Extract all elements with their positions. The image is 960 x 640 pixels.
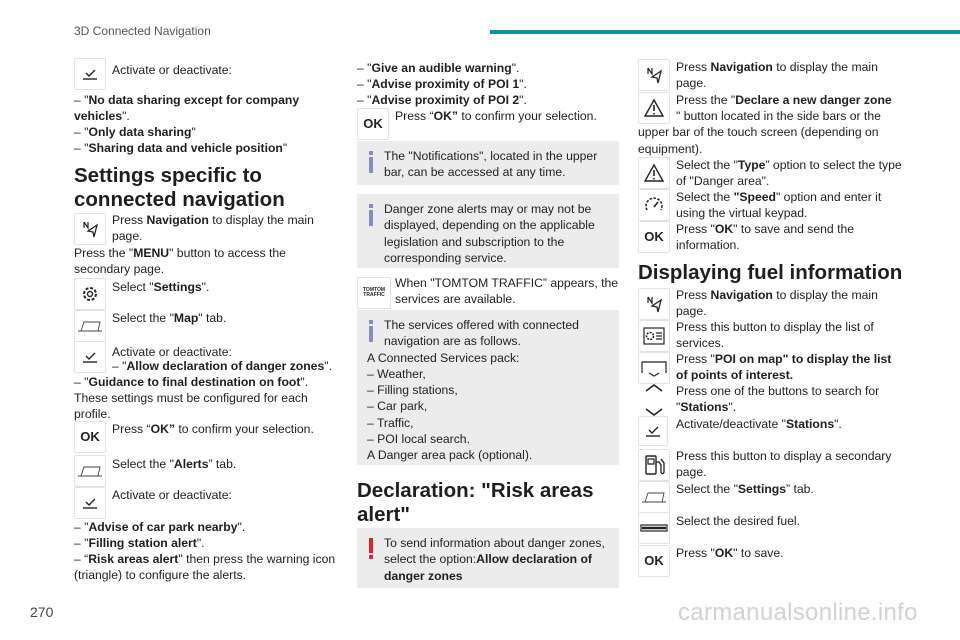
select-fuel-text: Select the desired fuel. <box>676 514 800 528</box>
speedometer-icon <box>638 189 670 221</box>
poi-on-map-text: Press "POI on map" to display the list of points of interest. <box>676 352 892 383</box>
checkbox-icon <box>74 487 106 519</box>
select-settings-tab-text: Select the "Settings” tab. <box>676 482 814 496</box>
warning-note: To send information about danger zones, select the option:Allow declaration of danger zones <box>357 528 619 588</box>
warning-icon-dot <box>369 555 373 559</box>
option-only-data-sharing: – "Only data sharing" <box>74 125 196 139</box>
fuel-list-icon <box>638 512 670 544</box>
header-accent-bar <box>490 30 960 34</box>
navigation-icon <box>638 288 670 320</box>
info-note-danger-zones: Danger zone alerts may or may not be displayed, depending on the applicable legislation and subscription to the corresponding service. <box>357 194 619 268</box>
activate-text: Activate or deactivate: <box>112 488 232 502</box>
press-navigation-text: Press Navigation to display the main page. <box>676 288 878 319</box>
tomtom-text: When "TOMTOM TRAFFIC” appears, the services are available. <box>395 276 619 307</box>
press-ok-save-text: Press "OK" to save. <box>676 546 784 560</box>
section-heading-risk-areas: Declaration: "Risk areas alert" <box>357 479 594 526</box>
option-car-park: – "Advise of car park nearby". <box>74 520 246 534</box>
checkbox-icon <box>638 416 668 446</box>
services-text: Press this button to display the list of services. <box>676 320 874 351</box>
press-ok-send-text: Press "OK" to save and send the information. <box>676 222 855 253</box>
secondary-page-text: Press this button to display a secondary page. <box>676 449 892 480</box>
page-header-title: 3D Connected Navigation <box>74 24 211 38</box>
select-settings-text: Select "Settings". <box>112 280 210 294</box>
press-ok-text: Press “OK” to confirm your selection. <box>395 109 597 123</box>
warning-triangle-icon <box>638 157 670 189</box>
option-no-data-sharing: – "No data sharing except for company vehicles". <box>74 93 300 124</box>
select-alerts-tab-text: Select the "Alerts” tab. <box>112 457 237 471</box>
select-type-text: Select the "Type” option to select the type of "Danger area". <box>676 158 902 189</box>
press-navigation-text: Press Navigation to display the main page. <box>112 213 314 244</box>
fuel-pump-icon <box>638 449 670 481</box>
poi-on-map-icon <box>638 352 670 384</box>
checkbox-icon <box>74 58 106 90</box>
search-stations-text: Press one of the buttons to search for "Stations". <box>676 384 880 415</box>
info-note-services: The services offered with connected navigation are as follows. A Connected Services pack: – Weather, – Filling stations, – Car park, – Traffic, – POI local search. A Danger area pack (optional). <box>357 310 619 465</box>
page-number: 270 <box>30 604 54 620</box>
declare-danger-tail: " button located in the side bars or the upper bar of the touch screen (depending on equipment). <box>638 109 881 156</box>
activate-text: Activate or deactivate: <box>112 345 232 359</box>
select-map-tab-text: Select the "Map" tab. <box>112 311 227 325</box>
section-heading-fuel: Displaying fuel information <box>638 261 903 284</box>
option-poi-1: – "Advise proximity of POI 1". <box>357 77 527 91</box>
section-heading-connected-settings: Settings specific to connected navigation <box>74 164 285 211</box>
info-icon <box>369 151 373 173</box>
activate-stations-text: Activate/deactivate "Stations". <box>676 417 842 431</box>
navigation-icon <box>638 59 670 91</box>
gear-icon <box>74 278 106 310</box>
option-sharing-position: – "Sharing data and vehicle position" <box>74 141 288 155</box>
tab-icon <box>74 310 106 342</box>
navigation-icon <box>74 213 106 245</box>
tomtom-traffic-logo: TOMTOM TRAFFIC <box>357 277 391 309</box>
profile-text: These settings must be configured for each profile. <box>74 391 308 422</box>
press-menu-text: Press the "MENU" button to access the secondary page. <box>74 246 286 277</box>
press-ok-text: Press “OK” to confirm your selection. <box>112 422 314 436</box>
tab-icon <box>74 455 106 487</box>
checkbox-icon <box>74 341 106 373</box>
tab-icon <box>638 481 670 513</box>
option-danger-zones: – "Allow declaration of danger zones". <box>112 359 332 373</box>
chevron-up-icon <box>644 381 664 397</box>
ok-icon: OK <box>638 545 670 577</box>
option-poi-2: – "Advise proximity of POI 2". <box>357 93 527 107</box>
ok-icon: OK <box>74 421 106 453</box>
option-guidance-foot: – "Guidance to final destination on foot". <box>74 375 309 389</box>
ok-icon: OK <box>638 221 670 253</box>
select-speed-text: Select the "Speed" option and enter it using the virtual keypad. <box>676 190 882 221</box>
services-icon <box>638 320 670 352</box>
declare-danger-text: Press the "Declare a new danger zone <box>676 93 892 107</box>
info-icon <box>369 320 373 342</box>
activate-text: Activate or deactivate: <box>112 63 232 77</box>
option-filling-station: – "Filling station alert". <box>74 536 205 550</box>
option-risk-areas: – “Risk areas alert" then press the warning icon (triangle) to configure the alerts. <box>74 552 336 583</box>
info-note-notifications: The "Notifications", located in the upper bar, can be accessed at any time. <box>357 141 619 185</box>
info-icon <box>369 204 373 226</box>
ok-icon: OK <box>357 108 389 140</box>
press-navigation-text: Press Navigation to display the main page. <box>676 60 878 91</box>
watermark: carmanualsonline.info <box>678 599 918 626</box>
option-audible-warning: – "Give an audible warning". <box>357 61 520 75</box>
